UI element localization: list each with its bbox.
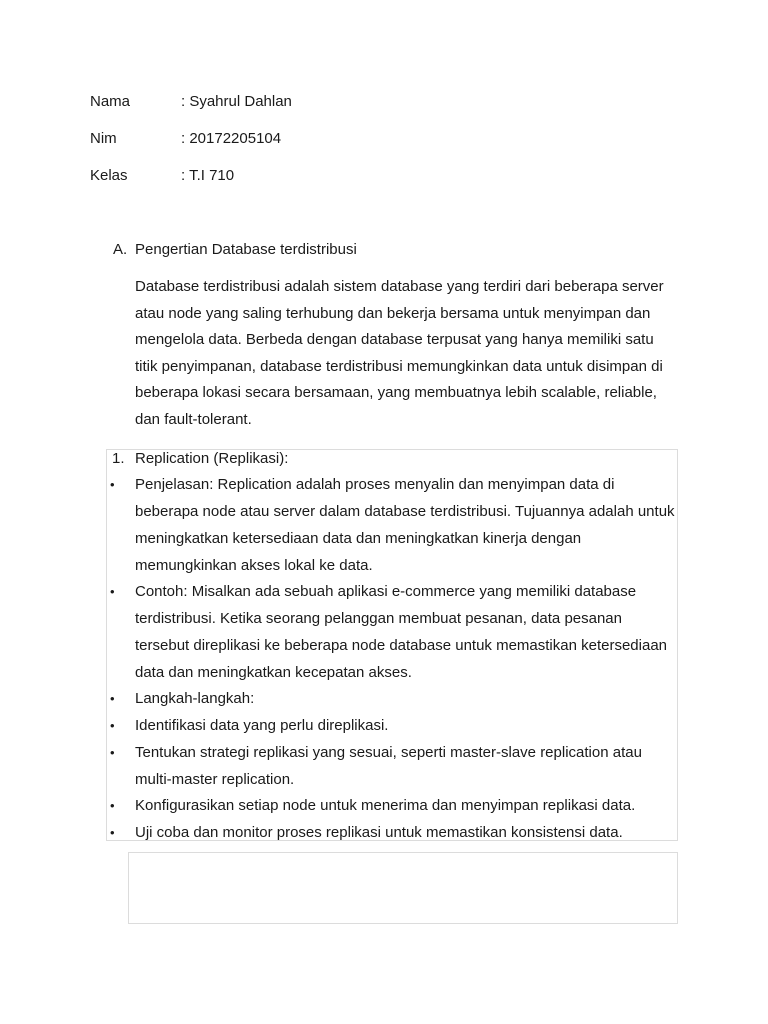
list-item-text: Konfigurasikan setiap node untuk menerima dan menyimpan replikasi data. bbox=[135, 797, 636, 814]
section-title: Pengertian Database terdistribusi bbox=[135, 241, 357, 258]
list-item-continuation bbox=[0, 528, 768, 550]
list-item-text: Tentukan strategi replikasi yang sesuai, seperti master-slave replication atau bbox=[135, 744, 642, 761]
list-item-text: Penjelasan: Replication adalah proses menyalin dan menyimpan data di bbox=[135, 476, 615, 493]
paragraph-line: mengelola data. Berbeda dengan database terpusat yang hanya memiliki satu bbox=[135, 331, 654, 349]
bullet-icon: • bbox=[110, 477, 115, 492]
bullet-icon: • bbox=[110, 718, 115, 733]
nim-label: Nim bbox=[90, 130, 117, 147]
section-heading bbox=[113, 240, 357, 260]
list-item bbox=[0, 822, 768, 844]
list-item-text: Contoh: Misalkan ada sebuah aplikasi e-commerce yang memiliki database bbox=[135, 583, 637, 600]
bullet-icon: • bbox=[110, 584, 115, 599]
list-item-text: beberapa node atau server dalam database terdistribusi. Tujuannya adalah untuk bbox=[135, 503, 675, 520]
list-number: 1. bbox=[112, 450, 125, 467]
list-item-continuation bbox=[0, 635, 768, 657]
nama-value: : Syahrul Dahlan bbox=[181, 93, 292, 110]
list-heading-text: Replication (Replikasi): bbox=[135, 450, 289, 467]
nim-value: : 20172205104 bbox=[181, 130, 282, 147]
kelas-value: : T.I 710 bbox=[181, 167, 235, 184]
bullet-icon: • bbox=[110, 691, 115, 706]
section-letter: A. bbox=[113, 241, 128, 258]
paragraph-line: beberapa lokasi secara bersamaan, yang membuatnya lebih scalable, reliable, bbox=[135, 384, 657, 402]
list-item-text: tersebut direplikasi ke beberapa node database untuk memastikan ketersediaan bbox=[135, 637, 668, 654]
nama-label: Nama bbox=[90, 93, 131, 110]
list-item-text: Identifikasi data yang perlu direplikasi. bbox=[135, 717, 389, 734]
list-item-continuation bbox=[0, 662, 768, 684]
list-item bbox=[0, 715, 768, 737]
list-item-text: Uji coba dan monitor proses replikasi untuk memastikan konsistensi data. bbox=[135, 824, 623, 841]
empty-content-box bbox=[128, 852, 678, 924]
list-item bbox=[0, 742, 768, 764]
list-item-text: multi-master replication. bbox=[135, 771, 295, 788]
list-item bbox=[0, 688, 768, 710]
list-item-continuation bbox=[0, 501, 768, 523]
list-item bbox=[0, 795, 768, 817]
list-item-text: meningkatkan ketersediaan data dan meningkatkan kinerja dengan bbox=[135, 530, 582, 547]
list-item-continuation bbox=[0, 769, 768, 791]
list-item-continuation bbox=[0, 608, 768, 630]
kelas-label: Kelas bbox=[90, 167, 128, 184]
paragraph-line: Database terdistribusi adalah sistem database yang terdiri dari beberapa server bbox=[135, 278, 664, 295]
list-item bbox=[0, 474, 768, 496]
paragraph-line: atau node yang saling terhubung dan bekerja bersama untuk menyimpan dan bbox=[135, 304, 651, 322]
list-item bbox=[0, 581, 768, 603]
paragraph-line: dan fault-tolerant. bbox=[135, 410, 252, 428]
bullet-icon: • bbox=[110, 825, 115, 840]
paragraph-line: titik penyimpanan, database terdistribusi memungkinkan data untuk disimpan di bbox=[135, 357, 663, 375]
list-item-text: data dan meningkatkan kecepatan akses. bbox=[135, 664, 412, 681]
list-item-text: Langkah-langkah: bbox=[135, 690, 255, 707]
bullet-icon: • bbox=[110, 798, 115, 813]
list-item-text: memungkinkan akses lokal ke data. bbox=[135, 557, 373, 574]
list-heading bbox=[0, 448, 768, 470]
bullet-icon: • bbox=[110, 745, 115, 760]
list-item-continuation bbox=[0, 555, 768, 577]
list-item-text: terdistribusi. Ketika seorang pelanggan membuat pesanan, data pesanan bbox=[135, 610, 622, 627]
intro-paragraph bbox=[135, 274, 675, 434]
